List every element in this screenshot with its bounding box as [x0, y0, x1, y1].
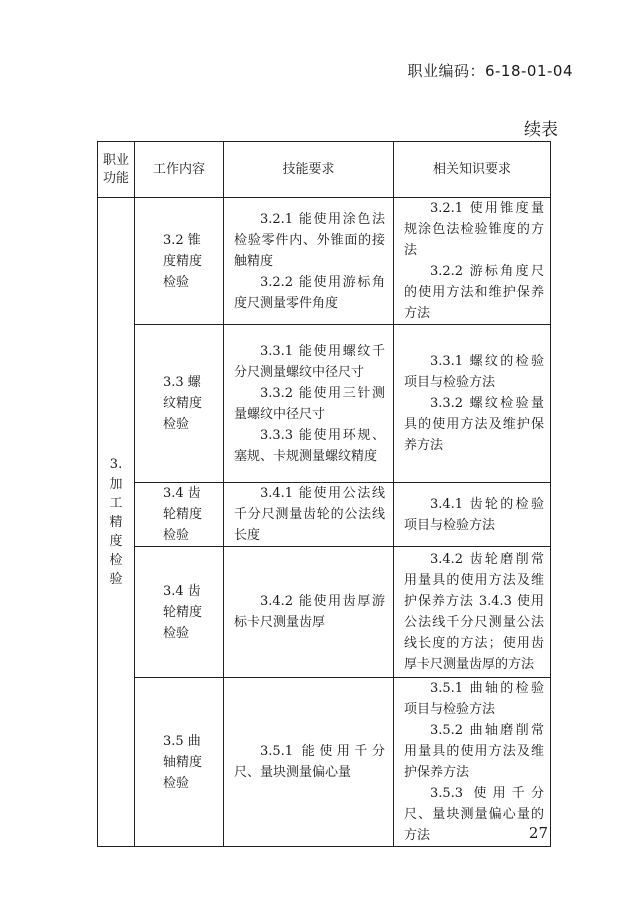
knowledge-cell — [394, 483, 551, 547]
skills-table — [97, 141, 551, 847]
table-row — [98, 483, 551, 547]
work-content-cell: 3.3 螺纹精度检验 — [135, 325, 224, 483]
skill-item: 3.4.1 能使用公法线千分尺测量齿轮的公法线长度 — [234, 486, 385, 543]
occupation-code: 职业编码：6-18-01-04 — [407, 62, 573, 80]
work-content-cell: 3.5 曲轴精度检验 — [135, 678, 224, 847]
skills-cell — [224, 547, 394, 678]
skill-item: 3.5.1 能使用千分尺、量块测量偏心量 — [234, 744, 385, 780]
function-number: 3. — [109, 456, 123, 472]
knowledge-item: 3.4.2 齿轮磨削常用量具的使用方法及维护保养方法 3.4.3 使用公法线千分尺测量公法线长度的方法；使用齿厚卡尺测量齿厚的方法 — [404, 552, 544, 672]
work-content-cell: 3.2 锥度精度检验 — [135, 198, 224, 325]
skill-item: 3.2.1 能使用涂色法检验零件内、外锥面的接触精度 — [234, 211, 385, 269]
table-row — [98, 198, 551, 325]
knowledge-item: 3.2.2 游标角度尺的使用方法和维护保养方法 — [404, 264, 544, 321]
table-row — [98, 325, 551, 483]
work-content-cell: 3.4 齿轮精度检验 — [135, 483, 224, 547]
function-name: 加工精度检验 — [109, 476, 123, 587]
knowledge-item: 3.5.3 使用千分尺、量块测量偏心量的方法 — [404, 786, 544, 843]
skills-cell — [224, 678, 394, 847]
function-label — [109, 455, 123, 589]
knowledge-item: 3.3.1 螺纹的检验项目与检验方法 — [404, 354, 544, 390]
skill-item: 3.3.3 能使用环规、塞规、卡规测量螺纹精度 — [234, 427, 385, 464]
knowledge-cell — [394, 547, 551, 678]
skills-cell — [224, 198, 394, 325]
page-number: 27 — [528, 824, 548, 842]
table-row — [98, 547, 551, 678]
knowledge-cell — [394, 678, 551, 847]
knowledge-item: 3.3.2 螺纹检验量具的使用方法及维护保养方法 — [404, 396, 544, 453]
skill-item: 3.3.1 能使用螺纹千分尺测量螺纹中径尺寸 — [234, 343, 385, 380]
work-content-cell: 3.4 齿轮精度检验 — [135, 547, 224, 678]
skills-cell — [224, 483, 394, 547]
header-function: 职业功能 — [98, 142, 135, 198]
continued-label: 续表 — [524, 120, 558, 140]
knowledge-item: 3.5.2 曲轴磨削常用量具的使用方法及维护保养方法 — [404, 723, 544, 780]
skill-item: 3.2.2 能使用游标角度尺测量零件角度 — [234, 274, 385, 311]
skill-item: 3.3.2 能使用三针测量螺纹中径尺寸 — [234, 385, 385, 422]
knowledge-item: 3.2.1 使用锥度量规涂色法检验锥度的方法 — [404, 201, 544, 258]
table-header-row — [98, 142, 551, 198]
skills-cell — [224, 325, 394, 483]
knowledge-item: 3.4.1 齿轮的检验项目与检验方法 — [404, 496, 544, 533]
knowledge-item: 3.5.1 曲轴的检验项目与检验方法 — [404, 681, 544, 717]
header-content: 工作内容 — [135, 142, 224, 198]
knowledge-cell — [394, 198, 551, 325]
header-knowledge: 相关知识要求 — [394, 142, 551, 198]
header-skills: 技能要求 — [224, 142, 394, 198]
table-row — [98, 678, 551, 847]
function-cell — [98, 198, 135, 847]
skill-item: 3.4.2 能使用齿厚游标卡尺测量齿厚 — [234, 594, 385, 630]
knowledge-cell — [394, 325, 551, 483]
